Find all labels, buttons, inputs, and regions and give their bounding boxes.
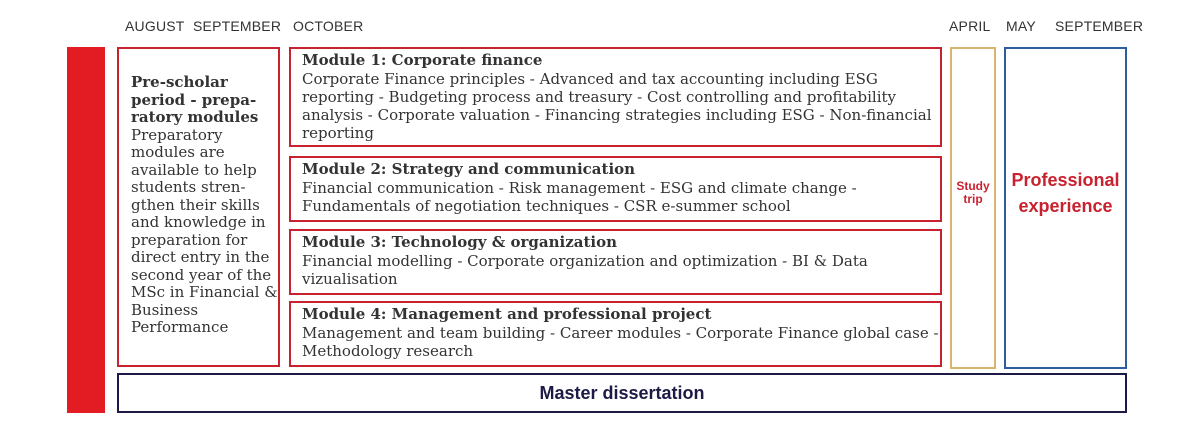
month-label-may: MAY — [1006, 18, 1036, 34]
study-trip-box — [950, 47, 996, 369]
month-label-april: APRIL — [949, 18, 991, 34]
month-label-august: AUGUST — [125, 18, 185, 34]
professional-experience-label — [1011, 167, 1119, 249]
month-label-september-end: SEPTEMBER — [1055, 18, 1144, 34]
professional-line-1: Professional — [1011, 170, 1120, 190]
module-3-box — [289, 229, 942, 295]
pre-scholar-box — [117, 47, 280, 367]
pre-scholar-title: Pre-scholar period - prepa-ratory modules — [131, 73, 259, 126]
master-dissertation-box — [117, 373, 1127, 413]
accent-bar — [67, 47, 105, 413]
module-2-body: Financial communication - Risk management - ESG and climate change - Fundamentals of negotiation techniques - CSR e-summer school — [302, 178, 857, 215]
module-3-title: Module 3: Technology & organization — [302, 233, 617, 251]
module-4-box — [289, 301, 942, 367]
master-dissertation-label: Master dissertation — [539, 382, 705, 403]
study-trip-line-2: trip — [963, 192, 983, 206]
module-1-box — [289, 47, 942, 147]
study-trip-label — [956, 180, 989, 236]
module-2-title: Module 2: Strategy and communication — [302, 160, 636, 178]
module-1-title: Module 1: Corporate finance — [302, 51, 543, 69]
module-4-title: Module 4: Management and professional project — [302, 305, 712, 323]
month-label-october: OCTOBER — [293, 18, 364, 34]
pre-scholar-body: Preparatory modules are available to help students stren-gthen their skills and knowledge in preparation for direct entry in the second year of the MSc in Financial & Business Performance — [131, 125, 278, 336]
module-2-box — [289, 156, 942, 222]
module-3-body: Financial modelling - Corporate organization and optimization - BI & Data vizualisation — [302, 251, 868, 288]
module-4-body: Management and team building - Career modules - Corporate Finance global case - Methodology research — [302, 323, 939, 360]
professional-line-2: experience — [1018, 196, 1113, 216]
professional-experience-box — [1004, 47, 1127, 369]
module-1-body: Corporate Finance principles - Advanced and tax accounting including ESG reporting - Budgeting process and treasury - Cost controlling and profitability analysis - Corporate valuation - Financing strategies including ESG - Non-financial reporting — [302, 69, 932, 142]
month-label-september: SEPTEMBER — [193, 18, 282, 34]
study-trip-line-1: Study — [956, 179, 990, 193]
